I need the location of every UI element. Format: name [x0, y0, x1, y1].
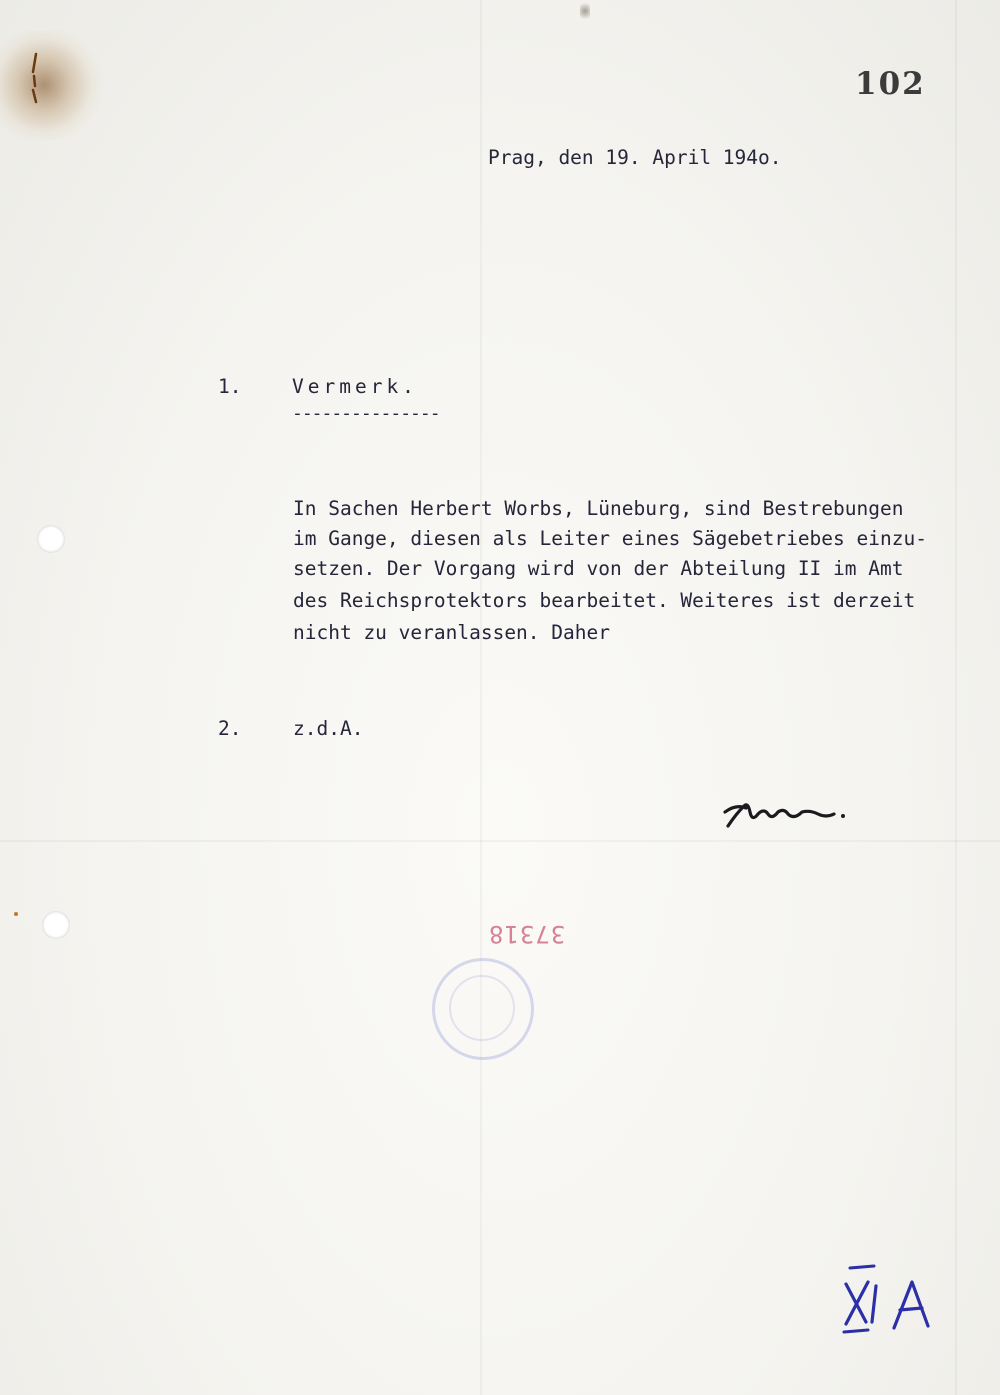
item-number-2: 2. [218, 717, 242, 740]
item2-text: z.d.A. [293, 717, 364, 740]
punch-hole [42, 911, 70, 939]
circular-stamp-ring [449, 975, 515, 1041]
date-line: Prag, den 19. April 194o. [488, 146, 782, 169]
item-number-1: 1. [218, 375, 242, 398]
archive-number-stamp: 37318 [488, 920, 566, 948]
signature-icon [722, 798, 852, 838]
heading-underline: --------------- [292, 403, 440, 424]
rust-stain [0, 30, 110, 140]
body-line: nicht zu veranlassen. Daher [293, 621, 610, 644]
body-line: setzen. Der Vorgang wird von der Abteilung II im Amt [293, 557, 904, 580]
circular-stamp [432, 958, 534, 1060]
paper-crease [955, 0, 957, 1395]
staple-mark-icon [30, 52, 40, 104]
punch-hole [37, 525, 65, 553]
handwritten-mark-icon [836, 1262, 936, 1342]
ink-spot [580, 0, 590, 22]
folio-number: 102 [855, 66, 926, 102]
ink-spot [14, 912, 18, 916]
body-line: im Gange, diesen als Leiter eines Sägebetriebes einzu- [293, 527, 927, 550]
heading: Vermerk. [292, 375, 418, 398]
paper-crease [0, 840, 1000, 842]
body-line: In Sachen Herbert Worbs, Lüneburg, sind Bestrebungen [293, 497, 904, 520]
paper-crease [480, 0, 482, 1395]
body-line: des Reichsprotektors bearbeitet. Weiteres ist derzeit [293, 589, 916, 612]
